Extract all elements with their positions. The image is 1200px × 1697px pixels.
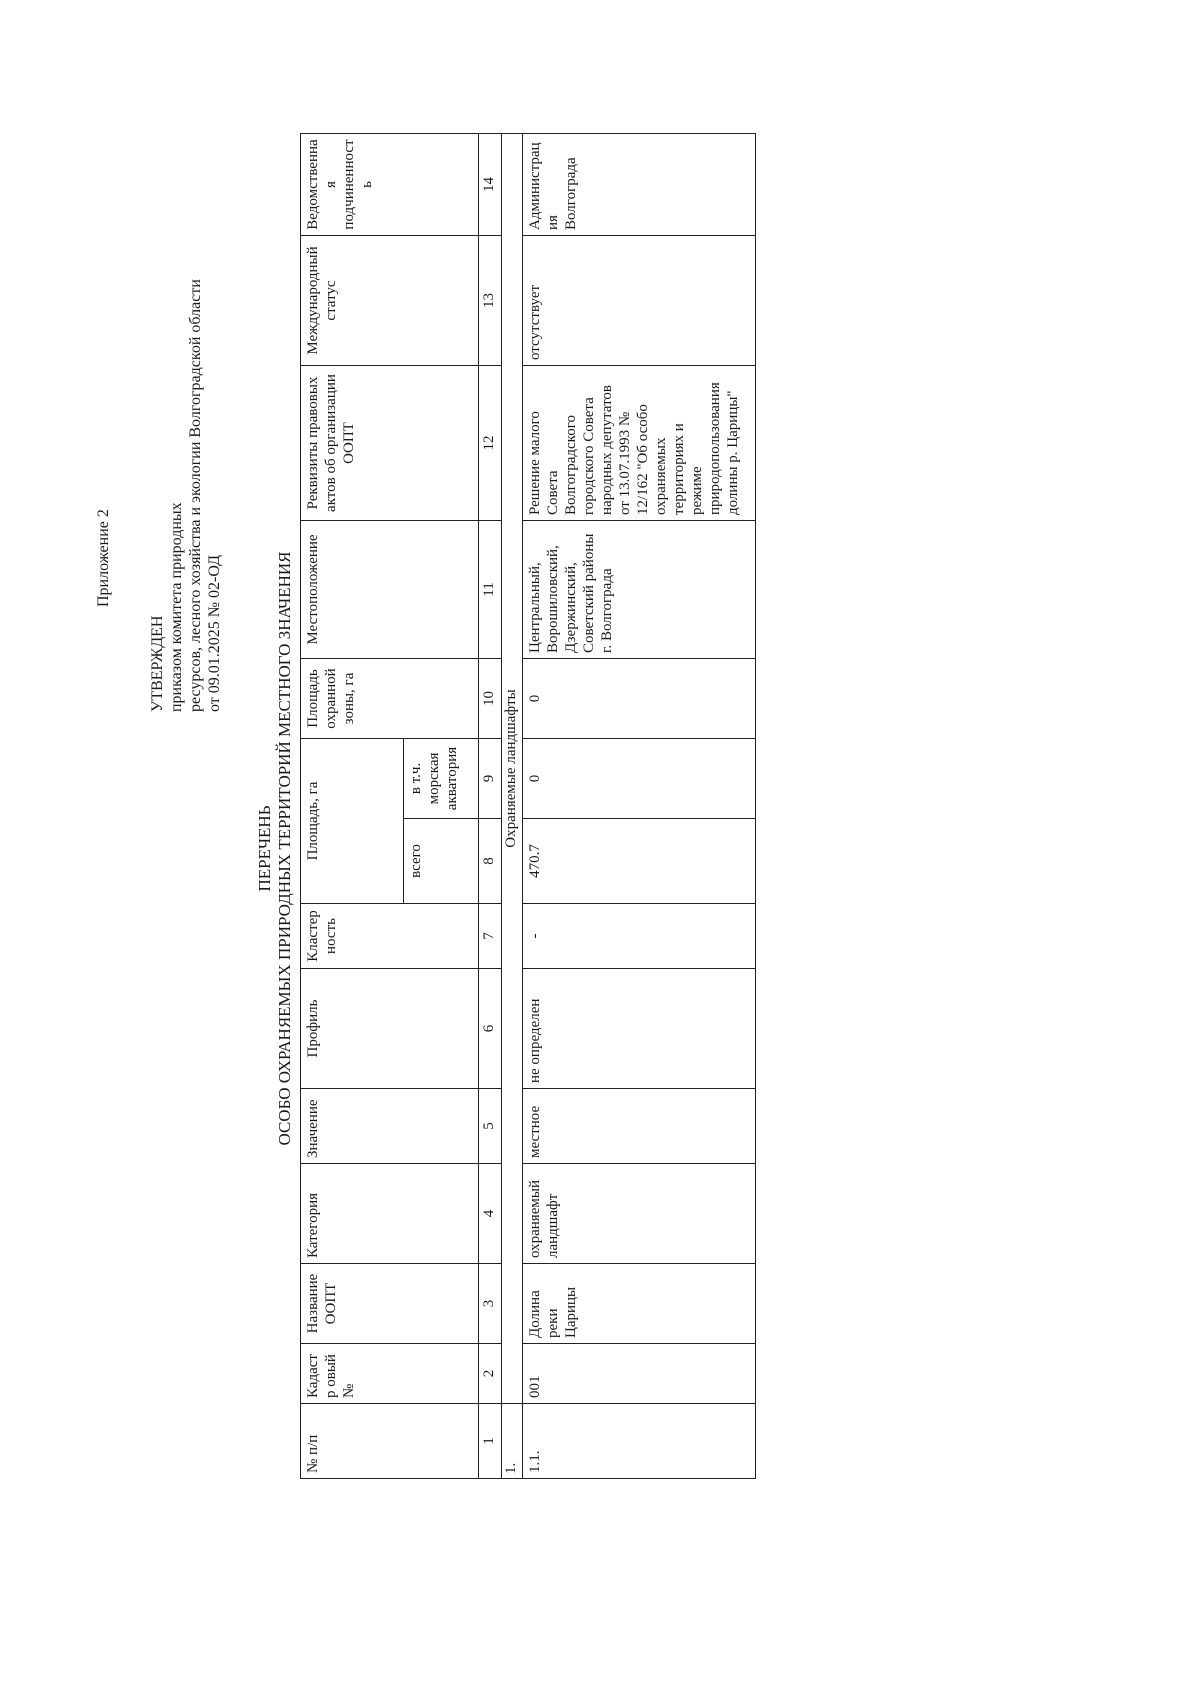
cell-name: Долина реки Царицы <box>523 1264 756 1344</box>
section-title: Охраняемые ландшафты <box>503 689 519 848</box>
title-line-2: ОСОБО ОХРАНЯЕМЫХ ПРИРОДНЫХ ТЕРРИТОРИЙ МЕСТНОГО ЗНАЧЕНИЯ <box>275 551 294 1146</box>
header-area: Площадь, га <box>301 739 404 904</box>
document-title <box>255 0 295 1697</box>
header-buffer: Площадь охранной зоны, га <box>301 659 479 739</box>
column-number: 9 <box>479 739 502 819</box>
header-international: Международный статус <box>301 236 479 366</box>
order-line-3: от 09.01.2025 № 02-ОД <box>206 554 223 712</box>
appendix-label: Приложение 2 <box>95 509 112 607</box>
column-number: 7 <box>479 904 502 969</box>
header-name: Название ООПТ <box>301 1264 479 1344</box>
cell-significance: местное <box>523 1089 756 1164</box>
column-number: 4 <box>479 1164 502 1264</box>
cell-buffer: 0 <box>523 659 756 739</box>
header-cluster: Кластер ность <box>301 904 479 969</box>
header-location: Местоположение <box>301 521 479 659</box>
column-number: 1 <box>479 1404 502 1479</box>
oopt-registry-table <box>300 133 756 1479</box>
cell-profile: не определен <box>523 969 756 1089</box>
header-num: № п/п <box>301 1404 479 1479</box>
cell-department: Администрация Волгограда <box>523 134 756 236</box>
header-profile: Профиль <box>301 969 479 1089</box>
header-department: Ведомственная подчиненность <box>301 134 479 236</box>
approval-block <box>148 279 224 712</box>
title-line-1: ПЕРЕЧЕНЬ <box>255 805 274 892</box>
column-number: 2 <box>479 1344 502 1404</box>
order-line-2: ресурсов, лесного хозяйства и экологии Волгоградской области <box>187 279 204 712</box>
header-significance: Значение <box>301 1089 479 1164</box>
section-number: 1. <box>502 1404 523 1479</box>
column-number: 13 <box>479 236 502 366</box>
order-line-1: приказом комитета природных <box>168 502 185 712</box>
cell-area-sea: 0 <box>523 739 756 819</box>
column-number: 10 <box>479 659 502 739</box>
cell-num: 1.1. <box>523 1404 756 1479</box>
cell-category: охраняемый ландшафт <box>523 1164 756 1264</box>
cell-area-total: 470.7 <box>523 819 756 904</box>
column-number-row <box>479 134 502 1479</box>
section-row <box>502 134 523 1479</box>
approved-label: УТВЕРЖДЕН <box>149 615 166 712</box>
header-category: Категория <box>301 1164 479 1264</box>
column-number: 3 <box>479 1264 502 1344</box>
column-number: 11 <box>479 521 502 659</box>
column-number: 6 <box>479 969 502 1089</box>
section-cell <box>502 134 523 1404</box>
header-area-total: всего <box>404 819 479 904</box>
cell-legal: Решение малого Совета Волгоградского городского Совета народных депутатов от 13.07.1993 № 12/162 "Об особо охраняемых территориях и режиме природопользования долины р. Царицы" <box>523 366 756 521</box>
header-area-sea: в т.ч. морская акватория <box>404 739 479 819</box>
column-number: 5 <box>479 1089 502 1164</box>
column-number: 14 <box>479 134 502 236</box>
column-number: 8 <box>479 819 502 904</box>
cell-cadastral: 001 <box>523 1344 756 1404</box>
table-row <box>523 134 756 1479</box>
cell-cluster: - <box>523 904 756 969</box>
header-row <box>301 134 404 1479</box>
header-cadastral: Кадастр овый № <box>301 1344 479 1404</box>
header-legal: Реквизиты правовых актов об организации ООПТ <box>301 366 479 521</box>
cell-location: Центральный, Ворошиловский, Дзержинский, Советский районы г. Волгограда <box>523 521 756 659</box>
cell-international: отсутствует <box>523 236 756 366</box>
column-number: 12 <box>479 366 502 521</box>
